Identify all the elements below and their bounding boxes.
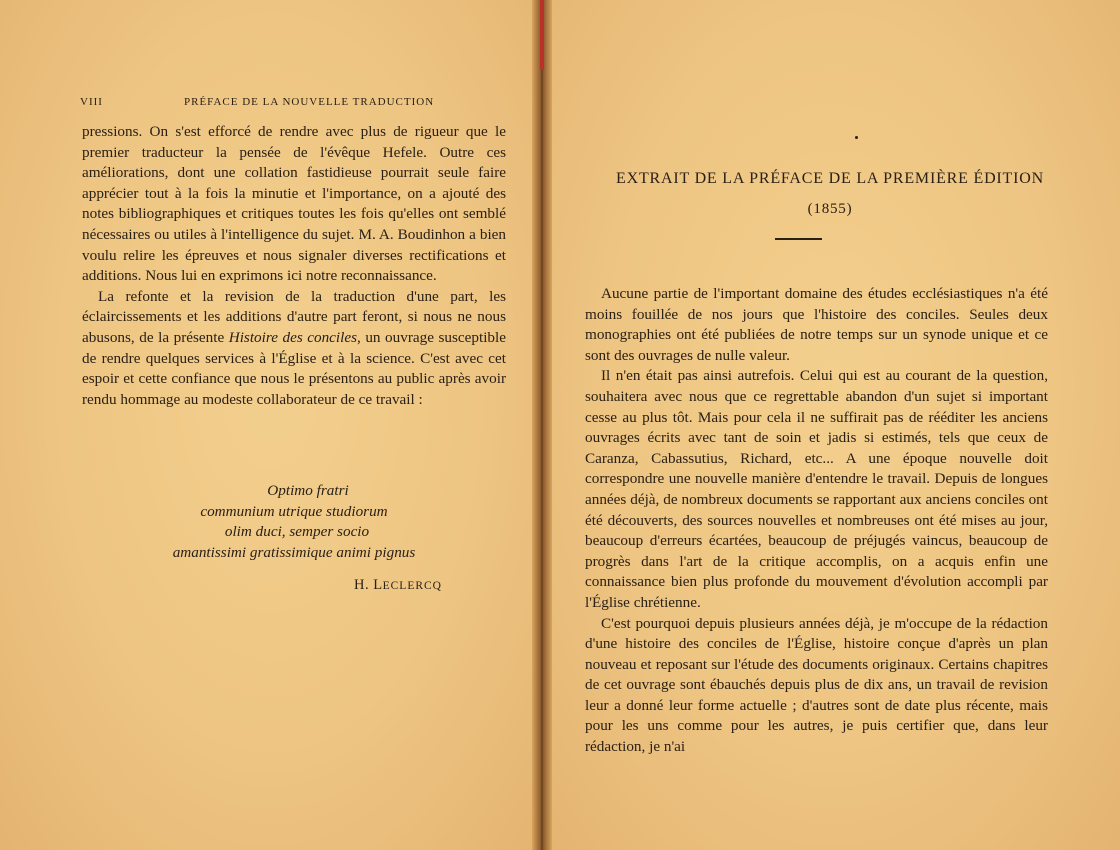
right-page [545, 0, 1120, 850]
signature-initial: H. L [354, 577, 383, 593]
signature-smallcaps: ECLERCQ [382, 580, 442, 592]
left-paragraph-1: pressions. On s'est efforcé de rendre avec plus de rigueur que le premier traducteur la pensée de l'évêque Hefele. Outre ces améliorations, dont une collation fastidieuse pourrait seule faire apprécier tout à la fois la minutie et l'importance, on a ajouté des notes bibliographiques et critiques toutes les fois qu'elles ont semblé nécessaires ou utiles à l'intelligence du sujet. M. A. Boudinhon a bien voulu relire les épreuves et nous signaler diverses rectifications et additions. Nous lui en exprimons ici notre reconnaissance. [82, 123, 506, 285]
running-head-title: PRÉFACE DE LA NOUVELLE TRADUCTION [184, 96, 435, 108]
left-body-text [82, 122, 506, 410]
book-gutter [532, 0, 552, 850]
left-page [0, 0, 540, 850]
right-body-text [585, 284, 1048, 758]
section-year: (1855) [807, 201, 853, 217]
right-paragraph-2: Il n'en était pas ainsi autrefois. Celui qui est au courant de la question, souhaitera avec nous que ce regrettable abandon d'un sujet si important cesse au plus tôt. Mais pour cela il ne suffirait pas de rééditer les anciens ouvrages écrits avec tant de soin et jadis si estimés, tels que ceux de Caranza, Cabassutius, Richard, etc... A une époque nouvelle doit correspondre une nouvelle manière d'entendre le travail. Depuis de longues années déjà, de nombreux documents se rapportant aux anciens conciles ont été découverts, des sources nouvelles et nombreuses ont été mises au jour, beaucoup d'erreurs écartées, beaucoup de préjugés vaincus, beaucoup de progrès dans l'art de la critique accomplis, on a acquis enfin une connaissance bien plus profonde du mouvement d'évolution accompli par l'Église chrétienne. [585, 367, 1048, 611]
left-paragraph-2-start: La refonte et la revision de la traduction d'une part, les éclaircissements et les additions d'autre part feront, si nous ne nous abusons, de la présente [82, 287, 506, 346]
latin-dedication [82, 481, 506, 563]
printer-dot [855, 136, 858, 139]
left-paragraph-2 [82, 287, 506, 411]
signature [354, 577, 442, 594]
left-paragraph-2-end: , un ouvrage susceptible de rendre quelques services à l'Église et à la science. C'est avec cet espoir et cette confiance que nous le présentons au public après avoir rendu hommage au modeste collaborateur de ce travail : [82, 328, 506, 408]
heading-rule [775, 238, 822, 240]
dedication-line: amantissimi gratissimique animi pignus [172, 543, 416, 561]
right-paragraph-3: C'est pourquoi depuis plusieurs années déjà, je m'occupe de la rédaction d'une histoire des conciles de l'Église, histoire conçue d'après un plan nouveau et reposant sur l'étude des documents originaux. Certains chapitres de cet ouvrage sont ébauchés depuis plus de dix ans, un travail de revision leur a donné leur forme actuelle ; d'autres sont de date plus récente, mais pour les uns comme pour les autres, je puis certifier que, dans leur rédaction, je n'ai [585, 614, 1048, 756]
page-edge-red [540, 0, 544, 70]
page-number: VIII [80, 96, 103, 108]
book-title: Histoire des conciles [228, 328, 358, 346]
section-heading: EXTRAIT DE LA PRÉFACE DE LA PREMIÈRE ÉDITION [616, 170, 1044, 187]
right-paragraph-1: Aucune partie de l'important domaine des études ecclésiastiques n'a été moins fouillée de nos jours que l'histoire des conciles. Seules deux monographies ont été publiées de notre temps sur un synode unique et ce sont des ouvrages de nulle valeur. [585, 285, 1048, 364]
dedication-line: olim duci, semper socio [224, 523, 370, 541]
dedication-line: Optimo fratri [267, 482, 349, 499]
dedication-line: communium utrique studiorum [200, 502, 388, 520]
